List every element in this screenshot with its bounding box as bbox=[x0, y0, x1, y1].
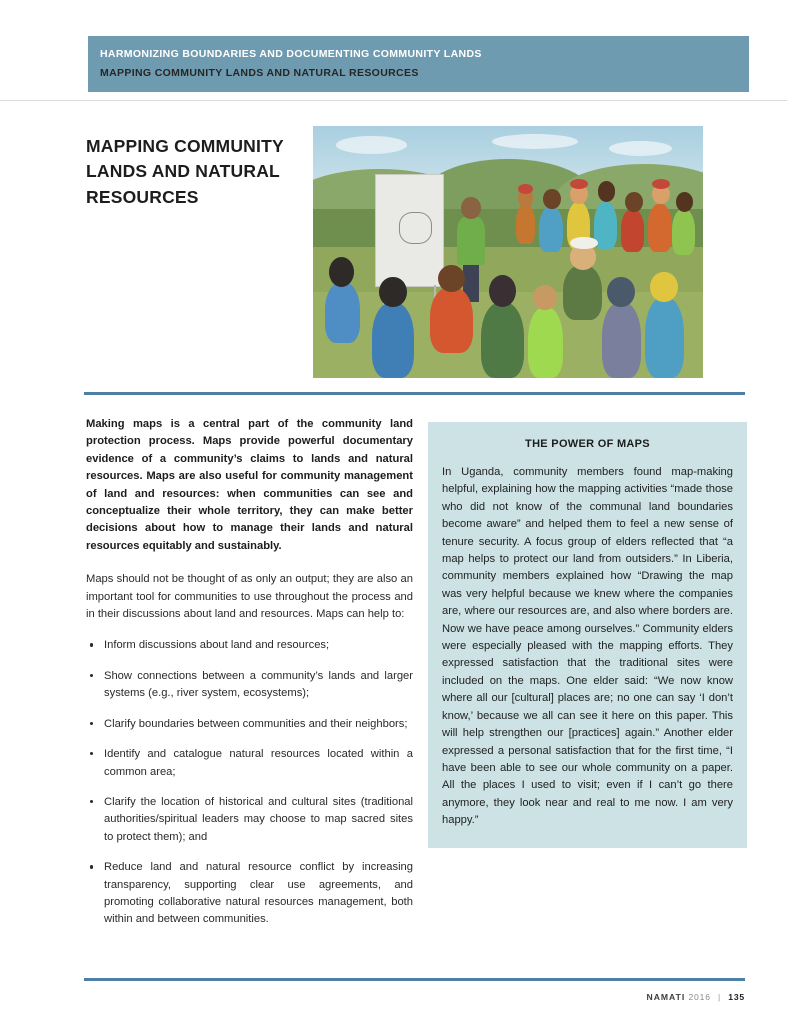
page-title: MAPPING COMMUNITY LANDS AND NATURAL RESOURCES bbox=[86, 135, 284, 207]
list-item bbox=[86, 668, 413, 703]
crowd-person bbox=[516, 204, 536, 244]
seated-person-back bbox=[645, 297, 684, 378]
lead-paragraph: Making maps is a central part of the community land protection process. Maps provide powerful documentary evidence of a community’s claims to lands and natural resources. Maps are also useful for community management of land and resources: when communities can see and conceptualize their whole territory, they can make better decisions about how to manage their lands and natural resources equitably and sustainably. bbox=[86, 418, 413, 552]
seated-person-head bbox=[438, 265, 465, 293]
cloud-icon bbox=[336, 136, 406, 154]
facilitator-head bbox=[461, 197, 481, 220]
seated-person-head bbox=[329, 257, 354, 287]
list-item-text: Clarify boundaries between communities and their neighbors; bbox=[104, 717, 408, 730]
footer-separator: | bbox=[718, 992, 722, 1002]
content-divider-top bbox=[84, 392, 745, 395]
content-divider-bottom bbox=[84, 978, 745, 981]
list-item bbox=[86, 794, 413, 846]
list-item bbox=[86, 746, 413, 781]
page-footer bbox=[646, 992, 745, 1002]
list-item-text: Show connections between a community’s lands and larger systems (e.g., river system, ecosystems); bbox=[104, 669, 413, 700]
bullet-dot-icon bbox=[90, 800, 93, 803]
bullet-dot-icon bbox=[90, 643, 93, 646]
seated-person-back bbox=[481, 302, 524, 378]
crowd-person bbox=[672, 209, 695, 254]
crowd-person bbox=[539, 207, 562, 252]
list-item bbox=[86, 637, 413, 654]
bullet-dot-icon bbox=[90, 752, 93, 755]
crowd-person bbox=[648, 204, 671, 252]
seated-person-head bbox=[489, 275, 516, 308]
footer-year: 2016 bbox=[688, 992, 711, 1002]
cloud-icon bbox=[492, 134, 578, 149]
main-text-column bbox=[86, 416, 413, 929]
community-mapping-illustration bbox=[313, 126, 703, 378]
seated-child-back bbox=[528, 307, 563, 378]
hand-drawn-map-sketch bbox=[399, 212, 432, 244]
callout-body-text: In Uganda, community members found map-making helpful, explaining how the mapping activities “made those who did not know of the communal land boundaries become aware” and helped them to feel a new sense of tenure security. A focus group of elders reflected that “a map helps to protect our land from outsiders.” In Liberia, community members explained how “Drawing the map was very helpful because we knew where the companies are, where our resources are, and also where borders are. Now we have peace among ourselves.” Community elders were especially pleased with the mapping efforts. They expressed satisfaction that the traditional sites were included on the maps. One elder said: “We now know where all our [cultural] places are; no one can say ‘I don’t know,’ because we all can see it here on this paper. This will help strengthen our [practices] again.” Another elder expressed a personal satisfaction that for the first time, “I have been able to see our whole community on a paper. All the places I used to visit; even if I can’t go there anymore, they look near and real to me now. I am very happy.” bbox=[442, 466, 733, 827]
crowd-person-head bbox=[676, 192, 694, 212]
list-item bbox=[86, 859, 413, 929]
bullet-dot-icon bbox=[90, 722, 93, 725]
crowd-person-hat bbox=[570, 179, 588, 189]
seated-child-head bbox=[533, 285, 556, 310]
bullet-dot-icon bbox=[90, 865, 93, 868]
header-section-title: HARMONIZING BOUNDARIES AND DOCUMENTING COMMUNITY LANDS bbox=[100, 48, 482, 60]
crowd-person-head bbox=[598, 181, 616, 201]
callout-title: THE POWER OF MAPS bbox=[525, 438, 650, 450]
seated-person-head bbox=[607, 277, 634, 307]
footer-brand: NAMATI bbox=[646, 992, 686, 1002]
crowd-person-head bbox=[625, 192, 643, 212]
seated-person-back bbox=[430, 287, 473, 353]
page-number: 135 bbox=[728, 992, 745, 1002]
seated-person-back bbox=[325, 282, 360, 342]
list-item-text: Reduce land and natural resource conflict by increasing transparency, supporting clear use agreements, and promoting collaborative natural resources management, both within and between communities. bbox=[104, 861, 413, 926]
list-item-text: Inform discussions about land and resources; bbox=[104, 639, 330, 652]
seated-person-back bbox=[372, 302, 415, 378]
bullet-dot-icon bbox=[90, 674, 93, 677]
seated-person-back bbox=[602, 302, 641, 378]
intro-paragraph: Maps should not be thought of as only an output; they are also an important tool for communities to use throughout the process and in their discussions about land and resources. Maps can help to: bbox=[86, 573, 413, 621]
maps-help-list bbox=[86, 637, 413, 928]
seated-person-head bbox=[650, 272, 677, 302]
header-subsection-title: MAPPING COMMUNITY LANDS AND NATURAL RESOURCES bbox=[100, 67, 419, 79]
seated-person-side bbox=[563, 265, 602, 320]
list-item-text: Clarify the location of historical and cultural sites (traditional authorities/spiritual leaders may choose to map sacred sites to protect them); and bbox=[104, 795, 413, 843]
power-of-maps-callout bbox=[428, 422, 747, 848]
seated-person-head bbox=[379, 277, 406, 307]
list-item-text: Identify and catalogue natural resources located within a common area; bbox=[104, 748, 413, 778]
header-divider bbox=[0, 100, 787, 101]
facilitator-body bbox=[457, 217, 484, 265]
list-item bbox=[86, 716, 413, 733]
crowd-person-head bbox=[543, 189, 561, 209]
page-header-band bbox=[88, 36, 749, 92]
crowd-person-hat bbox=[652, 179, 670, 189]
crowd-person bbox=[621, 209, 644, 252]
